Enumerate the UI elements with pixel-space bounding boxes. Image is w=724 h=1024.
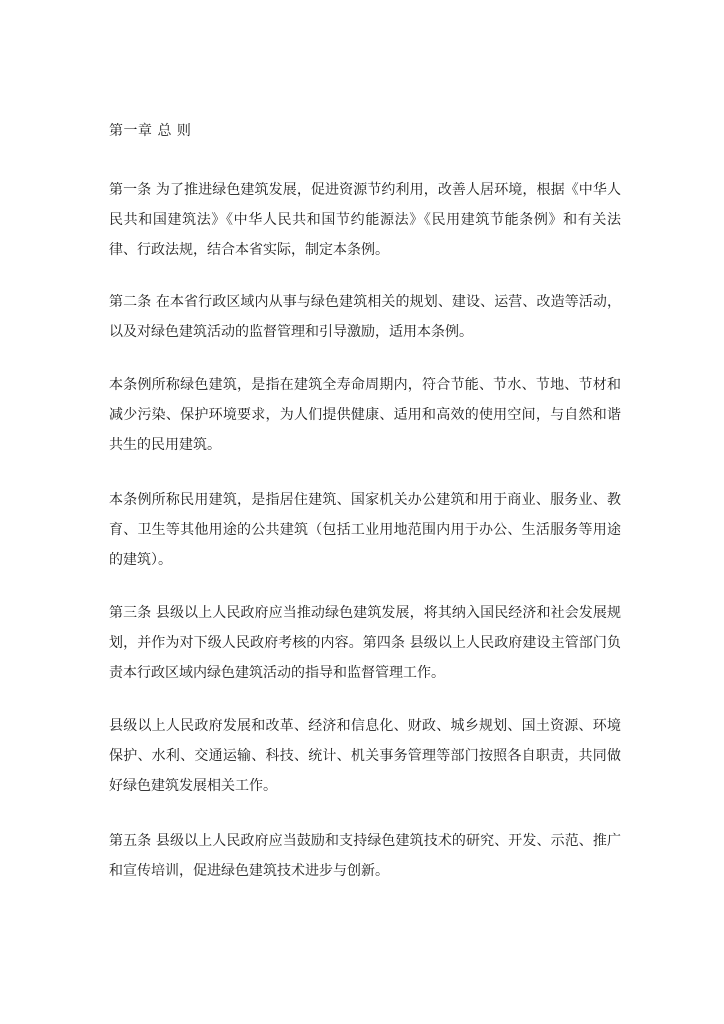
paragraph-article-5: 第五条 县级以上人民政府应当鼓励和支持绿色建筑技术的研究、开发、示范、推广和宣传培训，促进绿色建筑技术进步与创新。 [109, 833, 621, 879]
paragraph-departments: 县级以上人民政府发展和改革、经济和信息化、财政、城乡规划、国土资源、环境保护、水利、交通运输、科技、统计、机关事务管理等部门按照各自职责，共同做好绿色建筑发展相关工作。 [109, 718, 621, 794]
paragraph-article-1: 第一条 为了推进绿色建筑发展，促进资源节约利用，改善人居环境，根据《中华人民共和国建筑法》《中华人民共和国节约能源法》《民用建筑节能条例》和有关法律、行政法规，结合本省实际，制定本条例。 [109, 182, 621, 258]
paragraph-article-3-4: 第三条 县级以上人民政府应当推动绿色建筑发展，将其纳入国民经济和社会发展规划，并作为对下级人民政府考核的内容。第四条 县级以上人民政府建设主管部门负责本行政区域内绿色建筑活动的指导和监督管理工作。 [109, 605, 621, 681]
paragraph-civil-building-definition: 本条例所称民用建筑，是指居住建筑、国家机关办公建筑和用于商业、服务业、教育、卫生等其他用途的公共建筑（包括工业用地范围内用于办公、生活服务等用途的建筑）。 [109, 492, 621, 568]
paragraph-green-building-definition: 本条例所称绿色建筑，是指在建筑全寿命周期内，符合节能、节水、节地、节材和减少污染、保护环境要求，为人们提供健康、适用和高效的使用空间，与自然和谐共生的民用建筑。 [109, 377, 621, 453]
chapter-heading: 第一章 总 则 [109, 123, 192, 139]
paragraph-article-2: 第二条 在本省行政区域内从事与绿色建筑相关的规划、建设、运营、改造等活动，以及对绿色建筑活动的监督管理和引导激励，适用本条例。 [109, 294, 621, 340]
